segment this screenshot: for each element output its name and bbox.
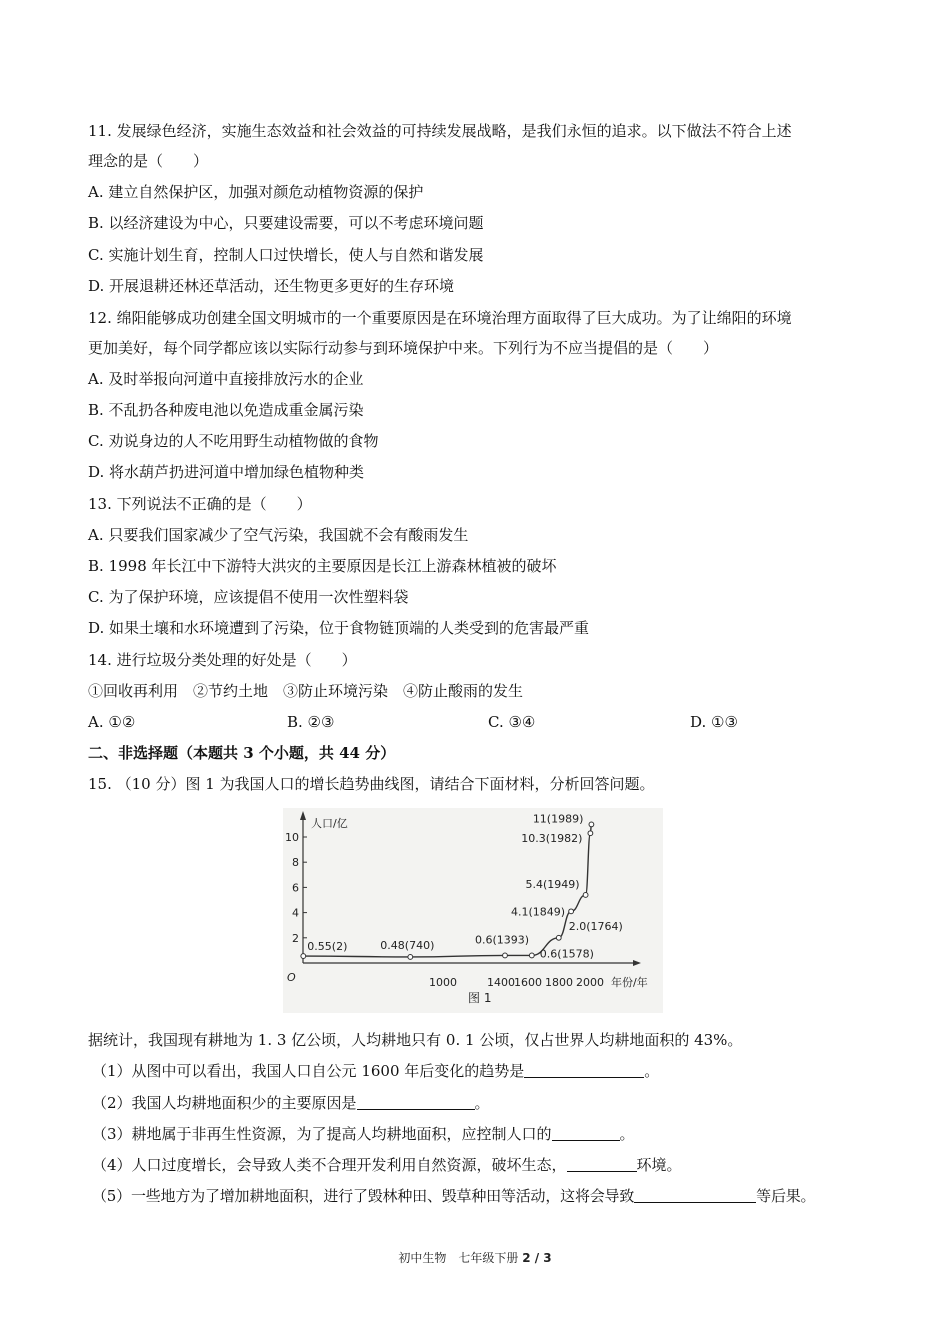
q14-items: ①回收再利用 ②节约土地 ③防止环境污染 ④防止酸雨的发生 bbox=[88, 682, 524, 700]
data-point bbox=[503, 953, 508, 958]
footer-text: 初中生物 七年级下册 bbox=[398, 1251, 519, 1265]
x-tick-label: 1600 bbox=[514, 976, 542, 989]
q11-option-a: A. 建立自然保护区，加强对颜危动植物资源的保护 bbox=[88, 183, 424, 201]
q15-sub3-text: （3）耕地属于非再生性资源，为了提高人均耕地面积，应控制人口的 bbox=[92, 1125, 552, 1143]
population-chart bbox=[283, 808, 663, 1013]
data-point bbox=[529, 953, 534, 958]
data-point bbox=[408, 955, 413, 960]
answer-blank-1[interactable] bbox=[524, 1061, 644, 1078]
data-point bbox=[556, 935, 561, 940]
q15-sub4-text: （4）人口过度增长，会导致人类不合理开发利用自然资源，破坏生态， bbox=[92, 1156, 567, 1174]
q12-option-a: A. 及时举报向河道中直接排放污水的企业 bbox=[88, 370, 364, 388]
page-number: 2 / 3 bbox=[522, 1251, 552, 1265]
page-footer bbox=[0, 1249, 950, 1266]
q15-sub2-end: 。 bbox=[474, 1094, 490, 1112]
q11-option-c: C. 实施计划生育，控制人口过快增长，使人与自然和谐发展 bbox=[88, 246, 484, 264]
y-tick-label: 8 bbox=[292, 856, 299, 870]
q14-option-d: D. ①③ bbox=[690, 713, 738, 731]
data-point-label: 0.6(1393) bbox=[474, 933, 530, 947]
answer-blank-3[interactable] bbox=[552, 1124, 620, 1141]
data-point bbox=[569, 909, 574, 914]
data-point bbox=[583, 893, 588, 898]
q15-sub5-end: 等后果。 bbox=[756, 1187, 816, 1205]
q12-stem-line2: 更加美好，每个同学都应该以实际行动参与到环境保护中来。下列行为不应当提倡的是（ ） bbox=[88, 339, 719, 357]
q15-sub2 bbox=[92, 1093, 490, 1113]
x-axis-label: 年份/年 bbox=[611, 976, 648, 989]
x-axis-arrow bbox=[633, 960, 641, 966]
data-point-label: 2.0(1764) bbox=[568, 919, 623, 933]
data-point-label: 0.55(2) bbox=[307, 940, 348, 954]
q15-sub3-end: 。 bbox=[619, 1125, 635, 1143]
origin-label: O bbox=[287, 971, 296, 984]
q13-option-b: B. 1998 年长江中下游特大洪灾的主要原因是长江上游森林植被的破坏 bbox=[88, 557, 557, 575]
data-point-label: 0.48(740) bbox=[380, 938, 435, 952]
q14-option-c: C. ③④ bbox=[488, 713, 536, 731]
q11-stem-line2: 理念的是（ ） bbox=[88, 152, 209, 170]
q13-option-d: D. 如果土壤和水环境遭到了污染，位于食物链顶端的人类受到的危害最严重 bbox=[88, 619, 590, 637]
x-tick-label: 1800 bbox=[545, 976, 573, 989]
x-tick-label: 1000 bbox=[429, 976, 457, 989]
figure-caption: 图 1 bbox=[468, 991, 492, 1005]
data-point-label: 5.4(1949) bbox=[525, 877, 580, 891]
y-tick-label: 2 bbox=[292, 931, 299, 945]
x-tick-label: 2000 bbox=[576, 976, 604, 989]
data-point bbox=[589, 822, 594, 827]
data-point-label: 0.6(1578) bbox=[539, 947, 594, 961]
q15-sub4 bbox=[92, 1155, 682, 1175]
data-point-label: 10.3(1982) bbox=[521, 832, 583, 846]
q15-sub1 bbox=[92, 1061, 659, 1081]
q15-sub3 bbox=[92, 1124, 635, 1144]
q11-stem-line1: 11. 发展绿色经济，实施生态效益和社会效益的可持续发展战略，是我们永恒的追求。以下做法不符合上述 bbox=[88, 122, 792, 140]
q12-option-c: C. 劝说身边的人不吃用野生动植物做的食物 bbox=[88, 432, 379, 450]
q15-sub1-end: 。 bbox=[644, 1062, 660, 1080]
data-point bbox=[301, 954, 306, 959]
q14-stem: 14. 进行垃圾分类处理的好处是（ ） bbox=[88, 651, 357, 669]
section-heading: 二、非选择题（本题共 3 个小题，共 44 分） bbox=[88, 744, 396, 762]
q15-material: 据统计，我国现有耕地为 1. 3 亿公顷，人均耕地只有 0. 1 公顷，仅占世界人均耕地面积的 43%。 bbox=[88, 1031, 743, 1049]
y-tick-label: 10 bbox=[285, 831, 299, 844]
q13-option-a: A. 只要我们国家减少了空气污染，我国就不会有酸雨发生 bbox=[88, 526, 469, 544]
data-point-label: 11(1989) bbox=[532, 812, 584, 826]
q15-sub4-end: 环境。 bbox=[636, 1156, 682, 1174]
q14-option-b: B. ②③ bbox=[287, 713, 335, 731]
y-axis-label: 人口/亿 bbox=[311, 817, 348, 830]
answer-blank-2[interactable] bbox=[357, 1093, 475, 1110]
data-point-label: 4.1(1849) bbox=[511, 905, 566, 919]
q13-stem: 13. 下列说法不正确的是（ ） bbox=[88, 495, 312, 513]
answer-blank-4[interactable] bbox=[567, 1155, 637, 1172]
q15-sub5 bbox=[92, 1186, 815, 1206]
q12-option-d: D. 将水葫芦扔进河道中增加绿色植物种类 bbox=[88, 463, 365, 481]
q15-sub5-text: （5）一些地方为了增加耕地面积，进行了毁林种田、毁草种田等活动，这将会导致 bbox=[92, 1187, 635, 1205]
q15-sub1-text: （1）从图中可以看出，我国人口自公元 1600 年后变化的趋势是 bbox=[92, 1062, 525, 1080]
y-tick-label: 6 bbox=[292, 881, 299, 895]
x-tick-label: 1400 bbox=[487, 976, 515, 989]
data-point bbox=[588, 831, 593, 836]
q12-stem-line1: 12. 绵阳能够成功创建全国文明城市的一个重要原因是在环境治理方面取得了巨大成功。为了让绵阳的环境 bbox=[88, 309, 792, 327]
q13-option-c: C. 为了保护环境，应该提倡不使用一次性塑料袋 bbox=[88, 588, 409, 606]
q12-option-b: B. 不乱扔各种废电池以免造成重金属污染 bbox=[88, 401, 364, 419]
q11-option-d: D. 开展退耕还林还草活动，还生物更多更好的生存环境 bbox=[88, 277, 455, 295]
q14-option-a: A. ①② bbox=[88, 713, 136, 731]
q15-stem: 15. （10 分）图 1 为我国人口的增长趋势曲线图，请结合下面材料，分析回答问题。 bbox=[88, 775, 655, 793]
answer-blank-5[interactable] bbox=[634, 1186, 756, 1203]
y-tick-label: 4 bbox=[292, 906, 299, 920]
y-axis-arrow bbox=[300, 811, 306, 820]
q15-sub2-text: （2）我国人均耕地面积少的主要原因是 bbox=[92, 1094, 357, 1112]
q11-option-b: B. 以经济建设为中心，只要建设需要，可以不考虑环境问题 bbox=[88, 214, 484, 232]
